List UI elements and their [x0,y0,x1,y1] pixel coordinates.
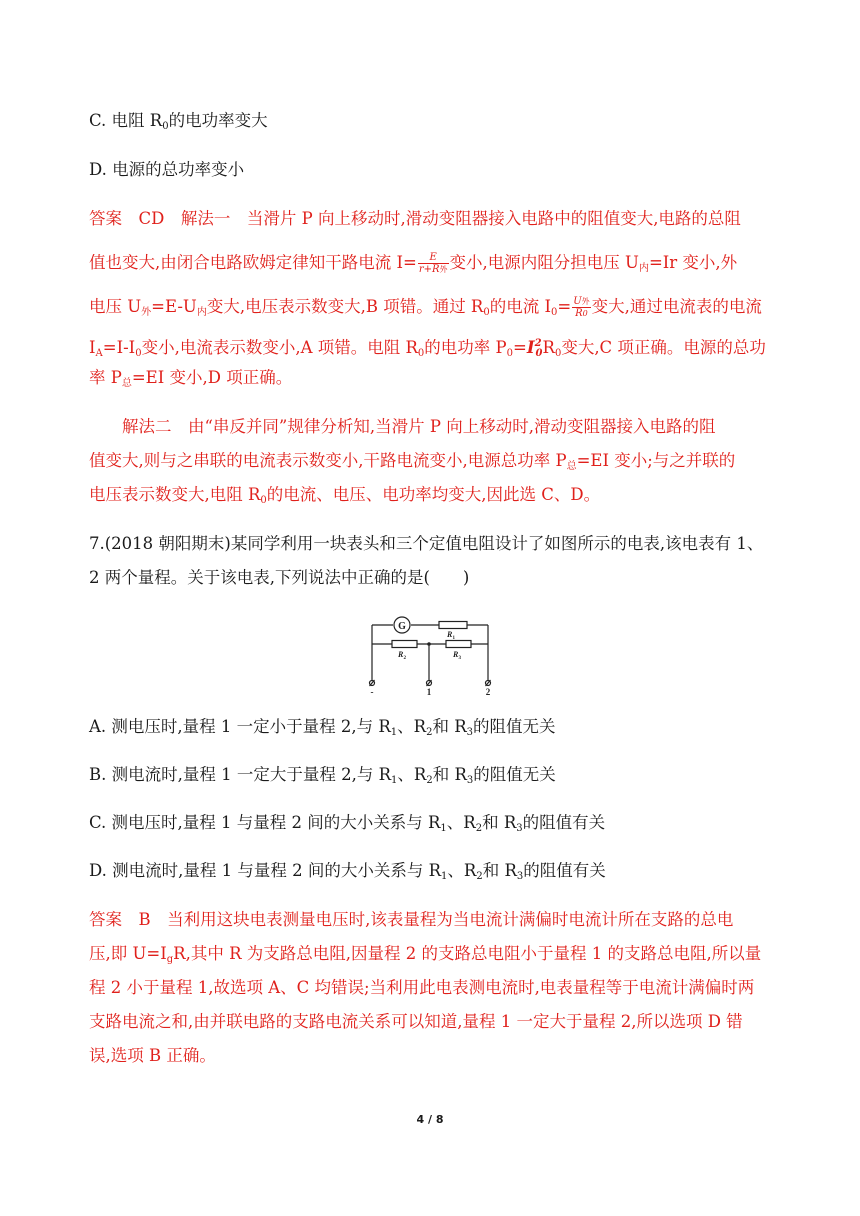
text: D. 测电流时,量程 1 与量程 2 间的大小关系与 R [89,861,442,880]
terminal-2-label: 2 [485,687,491,696]
option-d-prev: D. 电源的总功率变小 [89,160,245,179]
subscript: 1 [391,775,398,786]
text: =Ir 变小,外 [648,253,738,272]
numerator: E [418,252,449,264]
subscript: 1 [440,823,447,834]
subscript: 0 [506,348,514,359]
r2-label: R [398,650,404,659]
text: 值变大,则与之串联的电流表示数变小,干路电流变小,电源总功率 P [89,451,567,470]
text: 率 P [89,368,122,387]
subscript: 0 [551,307,558,318]
subscript: 总 [121,378,132,389]
fraction [572,296,590,319]
subscript: 2 [476,871,483,882]
r1-label: R [447,630,453,639]
subscript: 3 [516,871,524,882]
subscript: 0 [260,495,267,506]
text: 变小,电源内阻分担电压 U [449,253,639,272]
text: 、R [446,813,476,832]
text: 的阻值无关 [473,717,556,736]
fraction [418,252,449,275]
text: = [513,338,527,357]
text: 的阻值有关 [523,861,606,880]
text: 电压 U [89,297,142,316]
subscript: 3 [466,727,474,738]
option-c [89,813,605,839]
answer6-line3 [89,296,762,323]
text: A. 测电压时,量程 1 一定小于量程 2,与 R [89,717,391,736]
den-text: r+R [418,264,440,275]
subscript: 3 [516,823,523,834]
text: 的电流、电压、电功率均变大,因此选 C、D。 [266,485,601,504]
text: 、R [397,765,427,784]
page-number: 4 / 8 [416,1113,444,1126]
text: 值也变大,由闭合电路欧姆定律知干路电流 I= [89,253,417,272]
den-sub: 0 [582,309,588,318]
junction-dot [427,642,431,646]
terminal-1-label: 1 [426,687,432,696]
option-text: 的电功率变大 [168,111,268,130]
text: 和 R [432,717,467,736]
text: 变小,电流表示数变小,A 项错。电阻 R [141,338,418,357]
answer6-line4 [89,334,766,364]
text: 的电流 I [489,297,551,316]
option-a [89,717,556,743]
circuit-diagram [362,602,502,696]
r1-sub: 1 [452,636,455,641]
subscript: 内 [196,307,207,318]
subscript: 0 [162,121,169,132]
text: 的阻值有关 [522,813,606,832]
text: 的阻值无关 [473,765,556,784]
text: 变大,通过电流表的电流 [591,297,762,316]
subscript: 0 [483,307,490,318]
subscript: 1 [390,727,398,738]
resistor-r1-icon [439,622,467,629]
subscript: 0 [135,348,142,359]
subscript: 2 [426,775,433,786]
superscript: 2 [534,338,542,349]
subscript: A [95,348,103,359]
subscript: 外 [141,307,152,318]
answer7-line1: 答案 B 当利用这块电表测量电压时,该表量程为当电流计满偏时电流计所在支路的总电 [89,910,734,929]
answer6-line1: 答案 CD 解法一 当滑片 P 向上移动时,滑动变阻器接入电路中的阻值变大,电路的总阻 [89,209,741,228]
subscript: 0 [554,348,562,359]
subscript: 总 [566,461,577,472]
option-d [89,861,606,887]
italic-current: I [526,338,535,357]
text: 的电功率 P [424,338,507,357]
answer6-method2-line3 [89,485,600,511]
question7-line1: 7.(2018 朝阳期末)某同学利用一块表头和三个定值电阻设计了如图所示的电表,该电表有 1、 [89,534,764,553]
answer7-line3: 程 2 小于量程 1,故选项 A、C 均错误;当利用此电表测电流时,电表量程等于电流计满偏时两 [89,978,755,997]
text: 压,即 U=I [89,944,167,963]
option-text: C. 电阻 R [89,111,163,130]
subscript: 2 [426,727,433,738]
subscript: 1 [441,871,448,882]
subscript: 2 [475,823,483,834]
answer7-line4: 支路电流之和,由并联电路的支路电流关系可以知道,量程 1 一定大于量程 2,所以选项 D 错 [89,1012,743,1031]
answer6-line2 [89,252,737,279]
resistor-r2-icon [392,641,417,648]
answer6-method2-line1: 解法二 由“串反并同”规律分析知,当滑片 P 向上移动时,滑动变阻器接入电路的阻 [122,417,716,436]
den-text: R [575,308,583,319]
text: I [89,338,96,357]
r3-label: R [453,650,459,659]
text: 变大,电压表示数变大,B 项错。通过 R [206,297,484,316]
text: = [557,297,572,316]
text: =EI 变小;与之并联的 [576,451,736,470]
text: =I-I [102,338,136,357]
subscript: 内 [638,263,649,274]
denominator [572,308,590,319]
terminal-minus-label: - [370,687,374,696]
numerator [572,296,590,308]
text: 和 R [482,861,517,880]
r2-sub: 2 [403,656,406,661]
text: B. 测电流时,量程 1 一定大于量程 2,与 R [89,765,392,784]
num-text: U [573,296,582,307]
text: 、R [447,861,477,880]
text: =E-U [151,297,197,316]
answer7-line5: 误,选项 B 正确。 [89,1046,216,1065]
question7-line2: 2 两个量程。关于该电表,下列说法中正确的是( ) [89,568,470,587]
answer7-line2 [89,944,761,970]
text: 和 R [482,813,517,832]
text: R [542,338,555,357]
subscript: 0 [417,348,425,359]
text: =EI 变小,D 项正确。 [131,368,293,387]
answer6-line5 [89,368,292,394]
answer6-method2-line2 [89,451,735,477]
r3-sub: 3 [458,656,461,661]
den-sub: 外 [439,265,448,274]
text: 电压表示数变大,电阻 R [89,485,261,504]
subscript: 0 [535,348,543,359]
option-c-prev [89,111,268,137]
num-sub: 外 [581,297,590,306]
text: 、R [397,717,427,736]
text: R,其中 R 为支路总电阻,因量程 2 的支路总电阻小于量程 1 的支路总电阻,所以量 [173,944,762,963]
meter-label: G [398,621,406,632]
subscript: g [166,954,174,965]
text: 变大,C 项正确。电源的总功 [561,338,766,357]
resistor-r3-icon [446,641,471,648]
option-b [89,765,556,791]
subscript: 3 [466,775,474,786]
denominator [418,264,449,275]
text: 和 R [432,765,467,784]
text: C. 测电压时,量程 1 与量程 2 间的大小关系与 R [89,813,441,832]
